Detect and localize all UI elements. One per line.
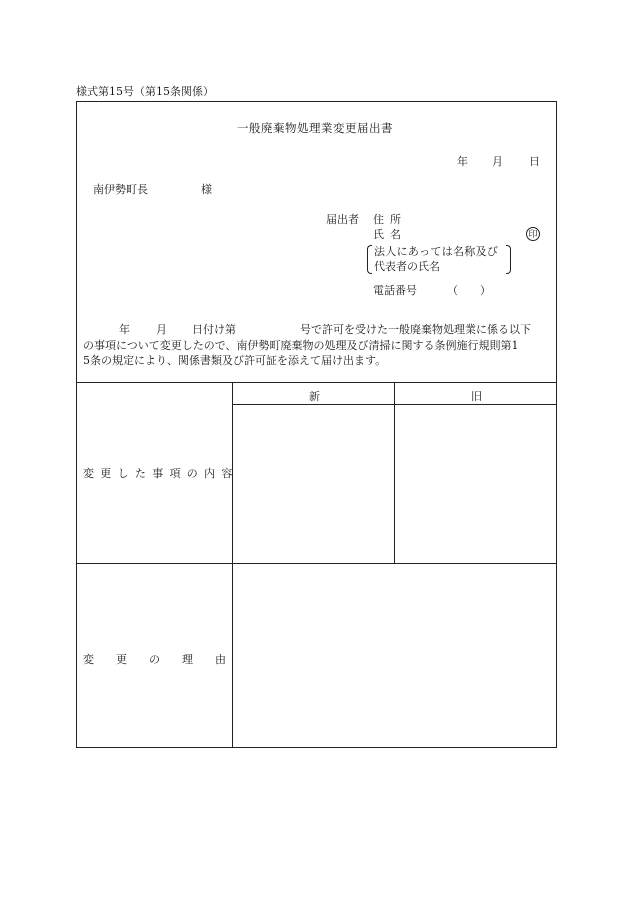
reason-char: 変	[83, 653, 94, 666]
declaration-line-3: 5条の規定により、関係書類及び許可証を添えて届け出ます。	[83, 354, 387, 367]
phone-label: 電話番号	[373, 284, 417, 297]
body-line1-rest: 号で許可を受けた一般廃棄物処理業に係る以下	[300, 323, 531, 336]
declaration-text	[83, 322, 553, 369]
corporate-note-line1: 法人にあっては名称及び	[374, 245, 499, 258]
change-reason-label	[83, 651, 226, 667]
applicant-label: 届出者	[326, 213, 359, 226]
addressee-name: 南伊勢町長	[93, 183, 148, 196]
row-divider	[76, 563, 557, 564]
phone-parens: （ ）	[447, 284, 491, 297]
form-title: 一般廃棄物処理業変更届出書	[237, 121, 393, 135]
reason-char: 理	[182, 653, 193, 666]
declaration-line-1	[83, 322, 553, 338]
date-day: 日	[529, 155, 540, 168]
changed-items-label: 変更した事項の内容	[83, 467, 239, 480]
form-number: 様式第15号（第15条関係）	[76, 85, 214, 98]
address-label: 住所	[373, 213, 407, 226]
reason-char: の	[149, 653, 160, 666]
new-old-divider	[394, 382, 395, 563]
date-year: 年	[457, 155, 468, 168]
body-month: 月	[156, 323, 167, 336]
column-old-header: 旧	[471, 390, 482, 403]
reason-char: 更	[116, 653, 127, 666]
body-day-suffix: 日付け第	[192, 323, 236, 336]
body-year: 年	[119, 323, 130, 336]
reason-char: 由	[215, 653, 226, 666]
name-label: 氏名	[373, 228, 407, 241]
addressee-honorific: 様	[201, 183, 212, 196]
label-column-divider	[232, 382, 233, 748]
corporate-note-line2: 代表者の氏名	[374, 260, 440, 273]
corporate-bracket-right	[506, 245, 511, 274]
declaration-line-2: の事項について変更したので、南伊勢町廃棄物の処理及び清掃に関する条例施行規則第1	[83, 338, 519, 352]
seal-mark: 印	[526, 227, 540, 241]
header-divider	[76, 382, 557, 383]
date-month: 月	[492, 155, 503, 168]
corporate-bracket-left	[367, 245, 372, 274]
column-new-header: 新	[309, 390, 320, 403]
